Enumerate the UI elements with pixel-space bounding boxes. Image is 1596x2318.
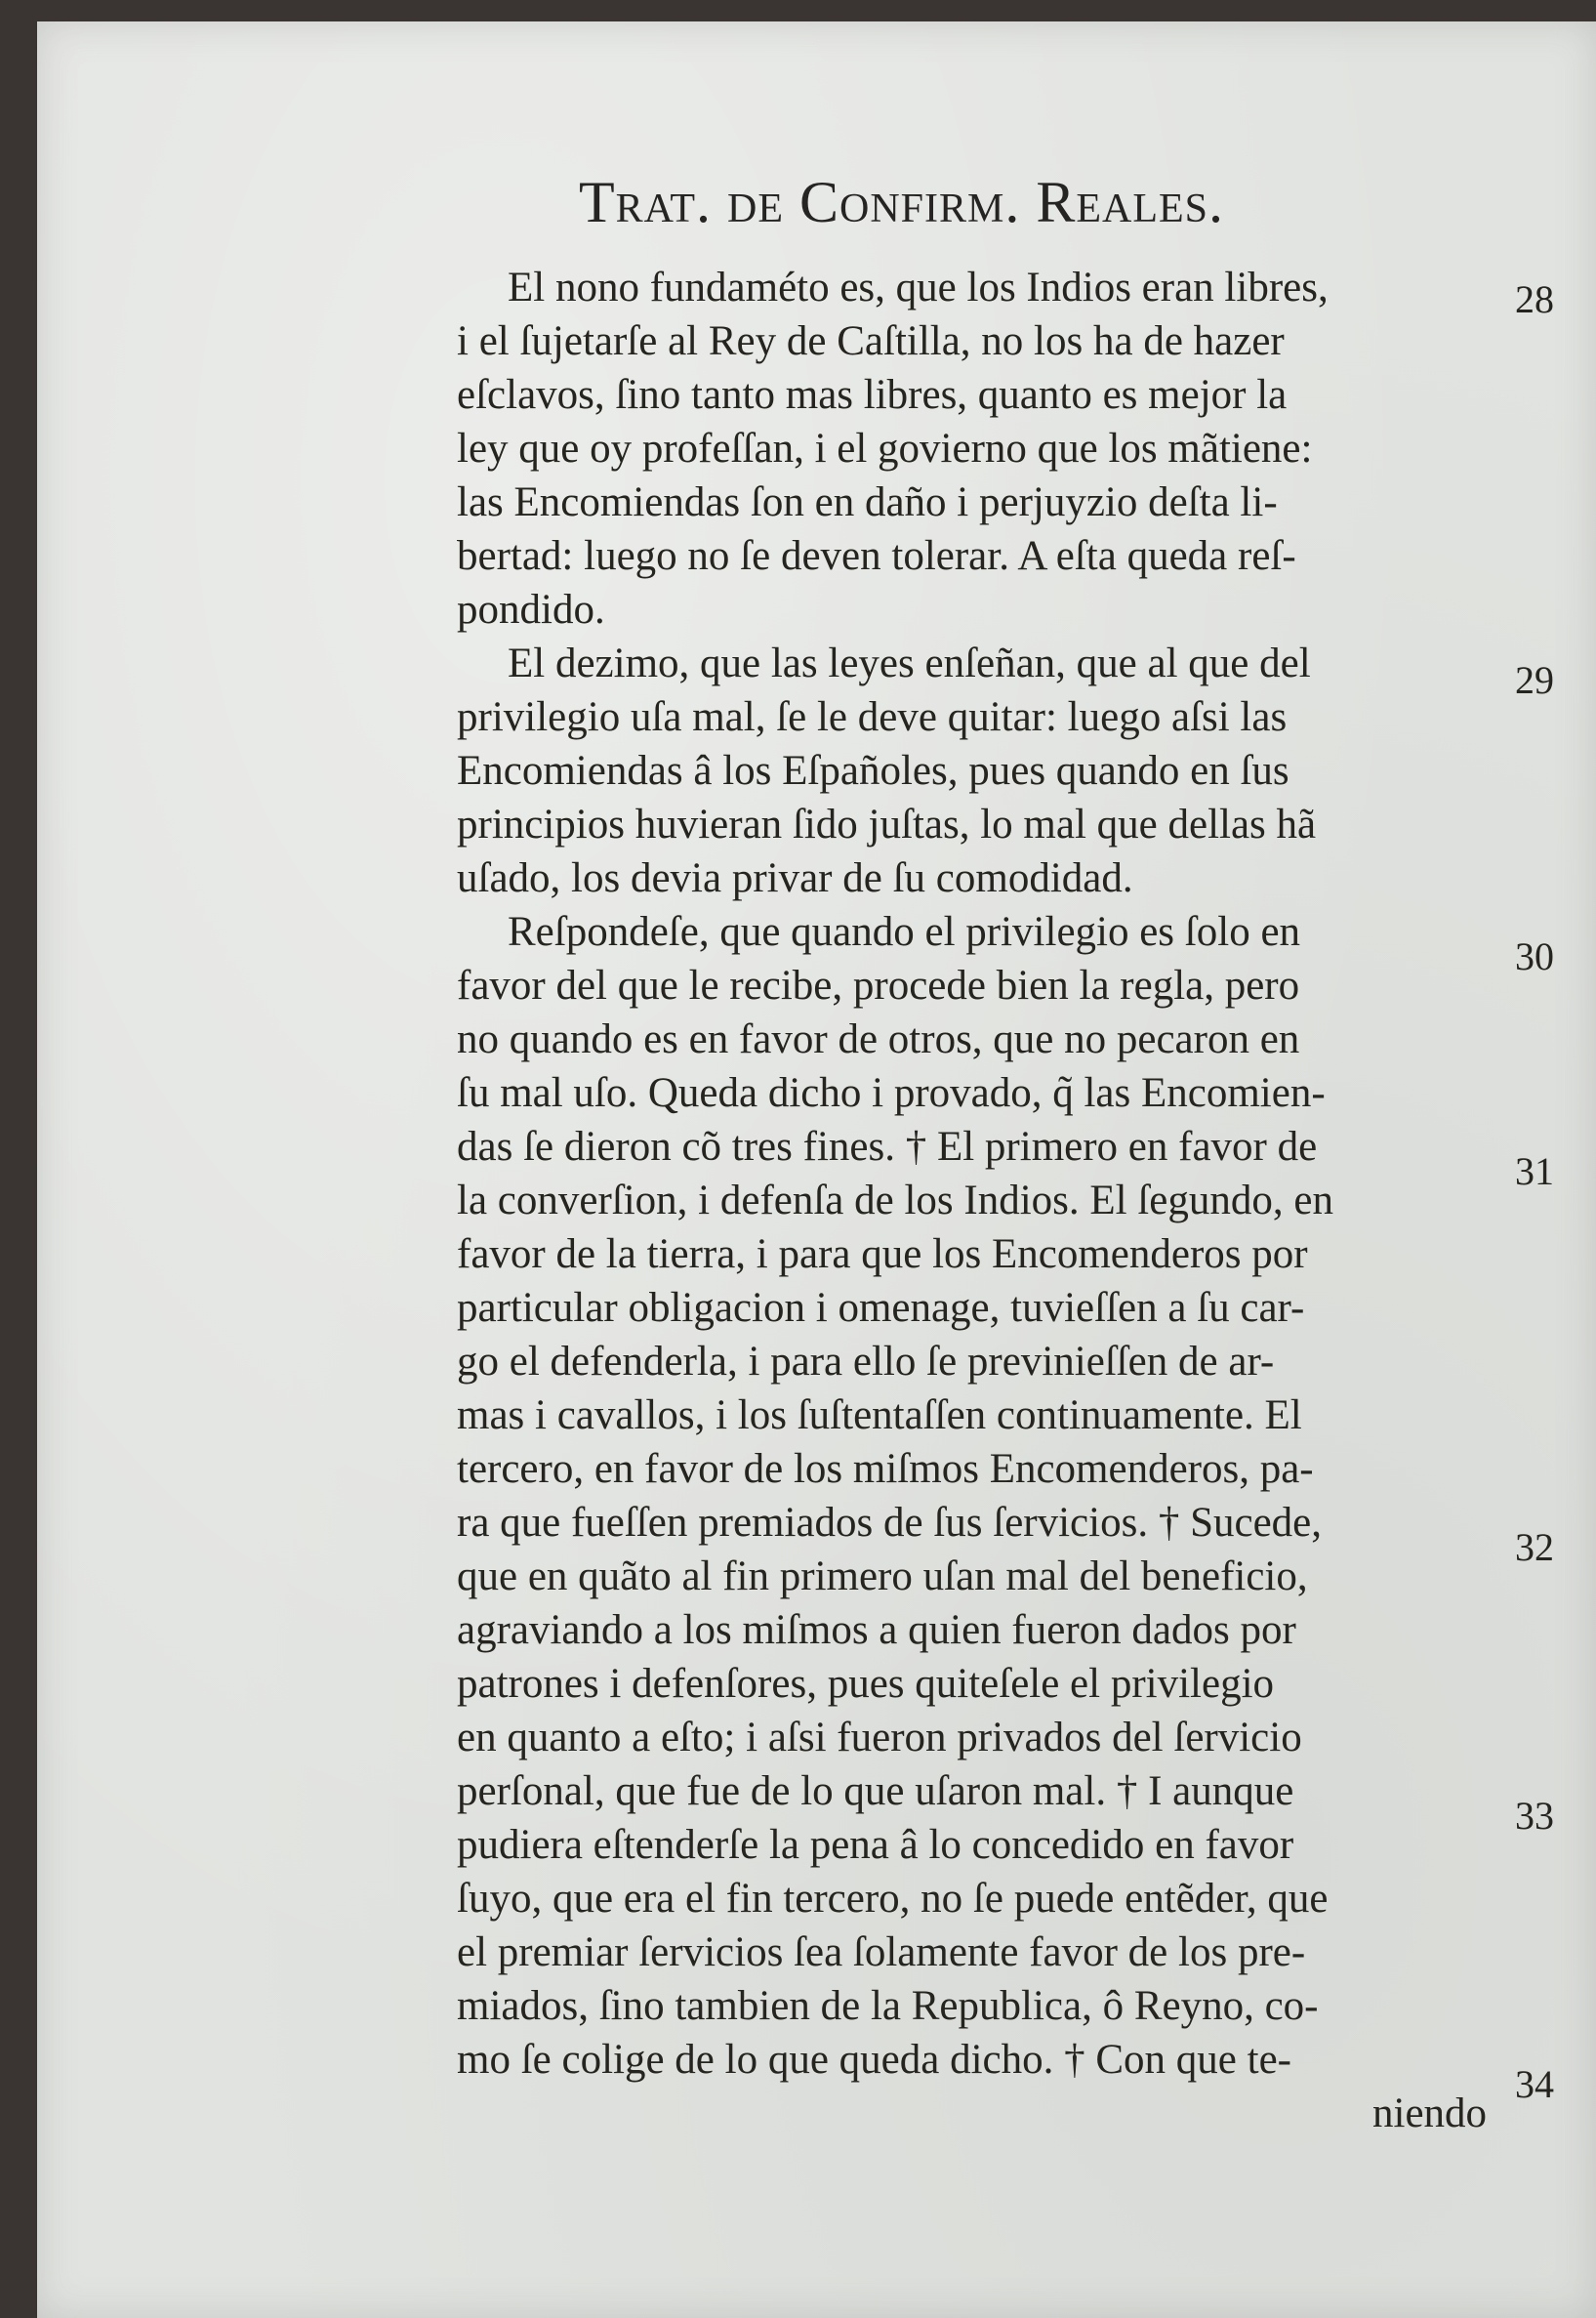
running-header: Trat. de Confirm. Reales. [579, 170, 1225, 234]
margin-number: 28 [1515, 277, 1554, 321]
text-line: El dezimo, que las leyes enſeñan, que al que del [508, 641, 1311, 686]
margin-number: 33 [1515, 1794, 1554, 1838]
text-line: el premiar ſervicios ſea ſolamente favor de los pre- [457, 1929, 1306, 1975]
text-line: tercero, en favor de los miſmos Encomenderos, pa- [457, 1446, 1314, 1492]
text-line: privilegio uſa mal, ſe le deve quitar: luego aſsi las [457, 694, 1288, 740]
text-line: mo ſe colige de lo que queda dicho. † Con que te- [457, 2037, 1291, 2083]
text-line: El nono fundaméto es, que los Indios eran libres, [508, 265, 1329, 310]
margin-number: 29 [1515, 658, 1554, 702]
text-line: ra que fueſſen premiados de ſus ſervicios. † Sucede, [457, 1500, 1322, 1546]
text-line: patrones i defenſores, pues quiteſele el privilegio [457, 1661, 1275, 1707]
margin-number: 30 [1515, 934, 1554, 978]
text-line: particular obligacion i omenage, tuvieſſen a ſu car- [457, 1285, 1305, 1331]
text-line: ſuyo, que era el fin tercero, no ſe puede entẽder, que [457, 1876, 1329, 1922]
text-line: favor de la tierra, i para que los Encomenderos por [457, 1231, 1308, 1277]
text-line: perſonal, que fue de lo que uſaron mal. † I aunque [457, 1768, 1294, 1814]
text-line: das ſe dieron cõ tres fines. † El primero en favor de [457, 1124, 1318, 1170]
text-line: Reſpondeſe, que quando el privilegio es ſolo en [508, 909, 1301, 955]
text-line: bertad: luego no ſe deven tolerar. A eſta queda reſ- [457, 533, 1296, 579]
text-line: que en quãto al fin primero uſan mal del beneficio, [457, 1553, 1308, 1599]
margin-number: 32 [1515, 1525, 1554, 1569]
text-line: uſado, los devia privar de ſu comodidad. [457, 855, 1133, 901]
text-line: no quando es en favor de otros, que no pecaron en [457, 1016, 1300, 1062]
margin-number: 31 [1515, 1149, 1554, 1193]
text-line: Encomiendas â los Eſpañoles, pues quando en ſus [457, 748, 1289, 794]
text-line: ſu mal uſo. Queda dicho i provado, q̃ las Encomien- [457, 1070, 1326, 1116]
text-line: las Encomiendas ſon en daño i perjuyzio deſta li- [457, 479, 1278, 525]
text-line: ley que oy profeſſan, i el govierno que los mãtiene: [457, 426, 1313, 472]
text-line: agraviando a los miſmos a quien fueron dados por [457, 1607, 1296, 1653]
catchword: niendo [1372, 2090, 1488, 2136]
text-line: go el defenderla, i para ello ſe previnieſſen de ar- [457, 1339, 1275, 1385]
text-line: principios huvieran ſido juſtas, lo mal que dellas hã [457, 802, 1317, 848]
text-line: la converſion, i defenſa de los Indios. El ſegundo, en [457, 1178, 1333, 1223]
margin-number: 34 [1515, 2062, 1554, 2106]
text-line: pudiera eſtenderſe la pena â lo concedido en favor [457, 1822, 1294, 1868]
text-line: mas i cavallos, i los ſuſtentaſſen continuamente. El [457, 1392, 1302, 1438]
text-line: pondido. [457, 587, 605, 633]
text-line: i el ſujetarſe al Rey de Caſtilla, no los ha de hazer [457, 318, 1285, 364]
text-line: eſclavos, ſino tanto mas libres, quanto es mejor la [457, 372, 1288, 418]
text-line: favor del que le recibe, procede bien la regla, pero [457, 963, 1300, 1009]
book-page [37, 21, 1596, 2318]
text-line: en quanto a eſto; i aſsi fueron privados del ſervicio [457, 1715, 1302, 1760]
text-line: miados, ſino tambien de la Republica, ô Reyno, co- [457, 1983, 1319, 2029]
